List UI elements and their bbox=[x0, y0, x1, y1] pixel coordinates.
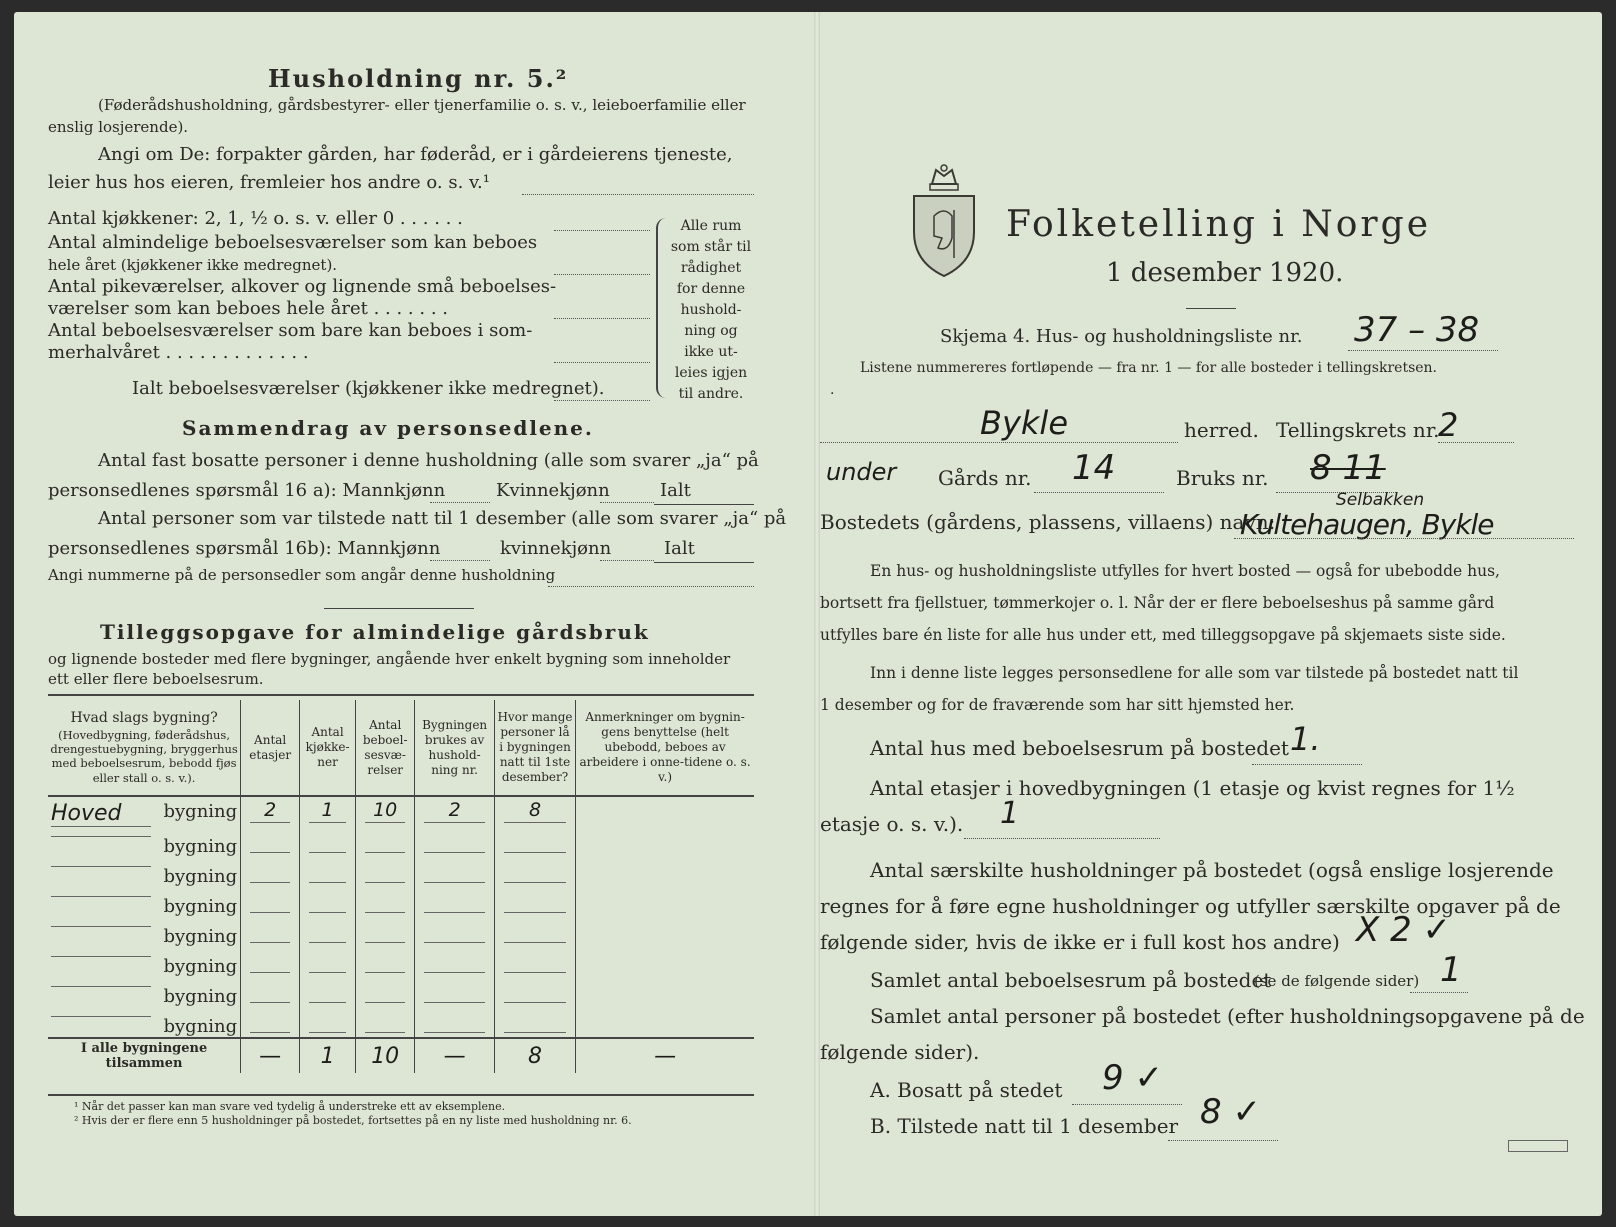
rooms-total-label: Samlet antal beboelsesrum på bostedet bbox=[870, 968, 1272, 992]
building-type-cell bbox=[48, 947, 241, 977]
small-rooms-label-b: værelser som kan beboes hele året . . . . . . . bbox=[48, 298, 448, 319]
summer-rooms-label-a: Antal beboelsesværelser som bare kan beboes i som- bbox=[48, 320, 533, 341]
rooms-side-note-line: leies igjen bbox=[674, 365, 748, 381]
building-label: bygning bbox=[163, 1016, 238, 1037]
census-date: 1 desember 1920. bbox=[1106, 258, 1344, 288]
resident-label: A. Bosatt på stedet bbox=[870, 1078, 1063, 1102]
building-name bbox=[51, 836, 151, 837]
cell-vaerelser bbox=[356, 947, 415, 977]
table-row bbox=[48, 887, 754, 917]
rooms-side-note-line: som står til bbox=[670, 239, 752, 255]
cell-etasjer bbox=[241, 827, 300, 857]
building-type-cell bbox=[48, 1007, 241, 1038]
table-row bbox=[48, 827, 754, 857]
persons-total-line1: Samlet antal personer på bostedet (efter husholdningsopgavene på de bbox=[870, 1004, 1585, 1028]
cell-personer bbox=[494, 796, 575, 827]
building-label: bygning bbox=[163, 836, 238, 857]
cell-hush bbox=[415, 857, 494, 887]
schema-label: Skjema 4. Hus- og husholdningsliste nr. bbox=[940, 326, 1303, 347]
table-header-cell: Antal kjøkke-ner bbox=[300, 700, 356, 796]
rooms-label-b: hele året (kjøkkener ikke medregnet). bbox=[48, 256, 338, 274]
rooms-side-note-line: Alle rum bbox=[680, 218, 742, 234]
tenure-question-line2: leier hus hos eieren, fremleier hos andre o. s. v.¹ bbox=[48, 172, 490, 193]
present-persons-line2: personsedlenes spørsmål 16b): Mannkjønn bbox=[48, 538, 441, 559]
present-label: B. Tilstede natt til 1 desember bbox=[870, 1114, 1179, 1138]
cell-value: 1 bbox=[321, 799, 334, 821]
farm-supplement-line1: og lignende bosteder med flere bygninger, angående hver enkelt bygning som inneholder bbox=[48, 650, 731, 668]
building-type-cell bbox=[48, 857, 241, 887]
rooms-side-note-line: hushold- bbox=[680, 302, 742, 318]
building-name bbox=[51, 866, 151, 867]
households-line2: regnes for å føre egne husholdninger og utfyller særskilte opgaver på de bbox=[820, 894, 1561, 918]
person-numbers-label: Angi nummerne på de personsedler som angår denne husholdning bbox=[48, 566, 556, 584]
rooms-side-note-line: ning og bbox=[684, 323, 738, 339]
cell-kjokken bbox=[300, 917, 356, 947]
cell-hush bbox=[415, 917, 494, 947]
building-label: bygning bbox=[163, 801, 238, 822]
cell-etasjer bbox=[241, 1007, 300, 1038]
households-value: X 2 ✓ bbox=[1356, 910, 1452, 950]
bosted-value-above: Selbakken bbox=[1336, 490, 1425, 510]
cell-hush bbox=[415, 1007, 494, 1038]
kitchens-label: Antal kjøkkener: 2, 1, ½ o. s. v. eller 0 . . . . . . bbox=[48, 208, 463, 229]
building-label: bygning bbox=[163, 986, 238, 1007]
cell-value: 2 bbox=[264, 799, 277, 821]
cell-kjokken bbox=[300, 887, 356, 917]
resident-persons-line2: personsedlenes spørsmål 16 a): Mannkjønn bbox=[48, 480, 446, 501]
cell-vaerelser bbox=[356, 977, 415, 1007]
summary-title: Sammendrag av personsedlene. bbox=[182, 416, 594, 440]
bruks-label: Bruks nr. bbox=[1176, 466, 1269, 490]
cell-kjokken bbox=[300, 857, 356, 887]
p1-line: utfylles bare én liste for alle hus under ett, med tilleggsopgave på skjemaets siste side. bbox=[820, 626, 1506, 644]
cell-kjokken bbox=[300, 977, 356, 1007]
cell-value: 10 bbox=[373, 799, 398, 821]
cell-anm bbox=[576, 857, 754, 887]
numbering-note: Listene nummereres fortløpende — fra nr. 1 — for alle bosteder i tellingskretsen. bbox=[860, 360, 1438, 376]
building-name bbox=[51, 956, 151, 957]
resident-persons-line1: Antal fast bosatte personer i denne husholdning (alle som svarer „ja“ på bbox=[98, 450, 759, 471]
building-name bbox=[51, 1016, 151, 1017]
total-etasjer: — bbox=[241, 1038, 300, 1073]
under-note: under bbox=[826, 458, 897, 486]
summer-rooms-label-b: merhalvåret . . . . . . . . . . . . . bbox=[48, 342, 309, 363]
cell-vaerelser bbox=[356, 887, 415, 917]
cell-hush bbox=[415, 977, 494, 1007]
cell-etasjer bbox=[241, 887, 300, 917]
building-type-cell bbox=[48, 827, 241, 857]
table-row bbox=[48, 1007, 754, 1038]
buildings-table bbox=[48, 700, 754, 1073]
printer-stamp bbox=[1508, 1140, 1568, 1152]
household-subtitle: (Føderådshusholdning, gårdsbestyrer- eller tjenerfamilie o. s. v., leieboerfamilie eller bbox=[98, 96, 746, 114]
houses-value: 1. bbox=[1290, 720, 1321, 758]
table-header-sub: (Hovedbygning, føderådshus, drengestuebygning, bryggerhus med beboelsesrum, bebodd fjøs eller stall o. s. v.). bbox=[50, 727, 238, 785]
cell-personer bbox=[494, 917, 575, 947]
present-persons-line1: Antal personer som var tilstede natt til 1 desember (alle som svarer „ja“ på bbox=[98, 508, 787, 529]
household-subtitle-2: enslig losjerende). bbox=[48, 118, 189, 136]
rooms-side-note-line: for denne bbox=[676, 281, 746, 297]
total-anm: — bbox=[576, 1038, 754, 1073]
cell-personer bbox=[494, 1007, 575, 1038]
building-label: bygning bbox=[163, 866, 238, 887]
list-number-value: 37 – 38 bbox=[1354, 310, 1480, 350]
cell-etasjer bbox=[241, 977, 300, 1007]
present-total-label: Ialt bbox=[664, 538, 695, 559]
cell-personer bbox=[494, 947, 575, 977]
cell-personer bbox=[494, 977, 575, 1007]
norwegian-coat-of-arms-icon bbox=[908, 162, 980, 280]
table-row bbox=[48, 947, 754, 977]
building-type-cell bbox=[48, 917, 241, 947]
rooms-side-note-line: rådighet bbox=[680, 260, 742, 276]
rooms-side-note-line: til andre. bbox=[678, 386, 744, 402]
bruks-value: 8 11 bbox=[1310, 448, 1386, 488]
total-kjokken: 1 bbox=[300, 1038, 356, 1073]
cell-etasjer bbox=[241, 947, 300, 977]
cell-hush bbox=[415, 947, 494, 977]
cell-value: 8 bbox=[528, 799, 542, 821]
farm-supplement-line2: ett eller flere beboelsesrum. bbox=[48, 670, 264, 688]
total-hush: — bbox=[415, 1038, 494, 1073]
footnote-2: ² Hvis der er flere enn 5 husholdninger på bostedet, fortsettes på en ny liste med husholdning nr. 6. bbox=[74, 1114, 632, 1127]
herred-value: Bykle bbox=[980, 404, 1068, 442]
cell-personer bbox=[494, 887, 575, 917]
households-line3: følgende sider, hvis de ikke er i full kost hos andre) bbox=[820, 930, 1340, 954]
cell-anm bbox=[576, 887, 754, 917]
cell-anm bbox=[576, 827, 754, 857]
cell-vaerelser bbox=[356, 917, 415, 947]
cell-kjokken bbox=[300, 827, 356, 857]
floors-value: 1 bbox=[1000, 796, 1020, 831]
cell-vaerelser bbox=[356, 796, 415, 827]
p2-line: 1 desember og for de fraværende som har sitt hjemsted her. bbox=[820, 696, 1295, 714]
right-page: Folketelling i Norge 1 desember 1920. Skjema 4. Hus- og husholdningsliste nr. 37 – 38 Listene nummereres fortløpende — fra nr. 1 — for alle bosteder i tellingskretsen. . Bykle herred. Tellingskrets nr. 2 under Gårds nr. 14 Bruks nr. 8 11 Bostedets (gårdens, plassens, villaens) navn: Selbakken Kultehaugen, Bykle En hus- og husholdningsliste utfylles for hvert bosted — også for ubebodde hus, bortsett fra fjellstuer, tømmerkojer o. l. Når der er flere beboelseshus på samme gård utfylles bare én liste for alle hus under ett, med tilleggsopgave på skjemaets siste side. Inn i denne liste legges personsedlene for alle som var tilstede på bostedet natt til 1 desember og for de fraværende som har sitt hjemsted her. Antal hus med beboelsesrum på bostedet 1. Antal etasjer i hovedbygningen (1 etasje og kvist regnes for 1½ etasje o. s. v.). 1 Antal særskilte husholdninger på bostedet (også enslige losjerende regnes for å føre egne husholdninger og utfyller særskilte opgaver på de følgende sider, hvis de ikke er i full kost hos andre) X 2 ✓ Samlet antal beboelsesrum på bostedet (se de følgende sider) 1 Samlet antal personer på bostedet (efter husholdningsopgavene på de følgende sider). A. Bosatt på stedet 9 ✓ B. Tilstede natt til 1 desember 8 ✓ bbox=[820, 12, 1602, 1216]
table-row bbox=[48, 796, 754, 827]
total-personer: 8 bbox=[494, 1038, 575, 1073]
gards-label: Gårds nr. bbox=[938, 466, 1032, 490]
building-label: bygning bbox=[163, 896, 238, 917]
building-name: Hoved bbox=[51, 801, 151, 827]
present-value: 8 ✓ bbox=[1200, 1092, 1261, 1132]
cell-anm bbox=[576, 977, 754, 1007]
cell-personer bbox=[494, 857, 575, 887]
households-line1: Antal særskilte husholdninger på bostedet (også enslige losjerende bbox=[870, 858, 1554, 882]
cell-hush bbox=[415, 796, 494, 827]
cell-vaerelser bbox=[356, 1007, 415, 1038]
rooms-side-note-line: ikke ut- bbox=[684, 344, 738, 360]
tellingskrets-value: 2 bbox=[1438, 406, 1459, 444]
building-label: bygning bbox=[163, 956, 238, 977]
bosted-label: Bostedets (gårdens, plassens, villaens) navn: bbox=[820, 510, 1276, 534]
census-title: Folketelling i Norge bbox=[1006, 204, 1431, 245]
herred-label: herred. bbox=[1184, 418, 1259, 442]
table-header-cell bbox=[48, 700, 241, 796]
resident-value: 9 ✓ bbox=[1102, 1058, 1163, 1098]
cell-kjokken bbox=[300, 947, 356, 977]
total-vaerelser: 10 bbox=[356, 1038, 415, 1073]
cell-personer bbox=[494, 827, 575, 857]
household-title: Husholdning nr. 5.² bbox=[268, 64, 569, 93]
cell-etasjer bbox=[241, 917, 300, 947]
bosted-value: Kultehaugen, Bykle bbox=[1240, 508, 1494, 541]
table-header-cell: Anmerkninger om bygnin-gens benyttelse (helt ubebodd, beboes av arbeidere i onne-tidene o. s. v.) bbox=[576, 700, 754, 796]
table-header-cell: Bygningen brukes av hushold-ning nr. bbox=[415, 700, 494, 796]
table-row bbox=[48, 917, 754, 947]
total-rooms-label: Ialt beboelsesværelser (kjøkkener ikke medregnet). bbox=[132, 378, 605, 399]
total-label: I alle bygningene tilsammen bbox=[48, 1038, 241, 1073]
table-total-row bbox=[48, 1038, 754, 1073]
tenure-question-line1: Angi om De: forpakter gården, har føderåd, er i gårdeierens tjeneste, bbox=[98, 144, 733, 165]
houses-label: Antal hus med beboelsesrum på bostedet bbox=[870, 736, 1289, 760]
cell-etasjer bbox=[241, 796, 300, 827]
building-type-cell bbox=[48, 796, 241, 827]
cell-vaerelser bbox=[356, 827, 415, 857]
rooms-side-note bbox=[668, 216, 754, 405]
cell-hush bbox=[415, 827, 494, 857]
cell-anm bbox=[576, 796, 754, 827]
tellingskrets-label: Tellingskrets nr. bbox=[1276, 418, 1440, 442]
left-page bbox=[14, 12, 814, 1216]
floors-line2: etasje o. s. v.). bbox=[820, 812, 964, 836]
table-row bbox=[48, 857, 754, 887]
cell-anm bbox=[576, 947, 754, 977]
table-header-cell: Antal beboel-sesvæ-relser bbox=[356, 700, 415, 796]
cell-hush bbox=[415, 887, 494, 917]
persons-total-line2: følgende sider). bbox=[820, 1040, 980, 1064]
cell-etasjer bbox=[241, 857, 300, 887]
cell-kjokken bbox=[300, 796, 356, 827]
table-row bbox=[48, 977, 754, 1007]
building-name bbox=[51, 896, 151, 897]
cell-vaerelser bbox=[356, 857, 415, 887]
building-name bbox=[51, 926, 151, 927]
p1-line: bortsett fra fjellstuer, tømmerkojer o. l. Når der er flere beboelseshus på samme gård bbox=[820, 594, 1495, 612]
rooms-total-note: (se de følgende sider) bbox=[1254, 972, 1420, 990]
cell-anm bbox=[576, 1007, 754, 1038]
building-type-cell bbox=[48, 977, 241, 1007]
table-header-cell: Hvor mange personer lå i bygningen natt til 1ste desember? bbox=[494, 700, 575, 796]
resident-total-label: Ialt bbox=[660, 480, 691, 501]
rooms-label-a: Antal almindelige beboelsesværelser som kan beboes bbox=[48, 232, 538, 253]
floors-line1: Antal etasjer i hovedbygningen (1 etasje og kvist regnes for 1½ bbox=[870, 776, 1515, 800]
footnote-1: ¹ Når det passer kan man svare ved tydelig å understreke ett av eksemplene. bbox=[74, 1100, 506, 1113]
building-name bbox=[51, 986, 151, 987]
small-rooms-label-a: Antal pikeværelser, alkover og lignende små beboelses- bbox=[48, 276, 557, 297]
cell-kjokken bbox=[300, 1007, 356, 1038]
gards-value: 14 bbox=[1072, 448, 1116, 488]
building-label: bygning bbox=[163, 926, 238, 947]
p1-line: En hus- og husholdningsliste utfylles for hvert bosted — også for ubebodde hus, bbox=[870, 562, 1500, 580]
rooms-total-value: 1 bbox=[1440, 950, 1462, 990]
building-type-cell bbox=[48, 887, 241, 917]
cell-value: 2 bbox=[448, 799, 461, 821]
p2-line: Inn i denne liste legges personsedlene for alle som var tilstede på bostedet natt til bbox=[870, 664, 1519, 682]
census-form-sheet bbox=[14, 12, 1602, 1216]
present-female-label: kvinnekjønn bbox=[500, 538, 612, 559]
table-header-main: Hvad slags bygning? bbox=[70, 710, 218, 726]
resident-female-label: Kvinnekjønn bbox=[496, 480, 610, 501]
table-header-cell: Antal etasjer bbox=[241, 700, 300, 796]
farm-supplement-title: Tilleggsopgave for almindelige gårdsbruk bbox=[100, 620, 650, 644]
cell-anm bbox=[576, 917, 754, 947]
